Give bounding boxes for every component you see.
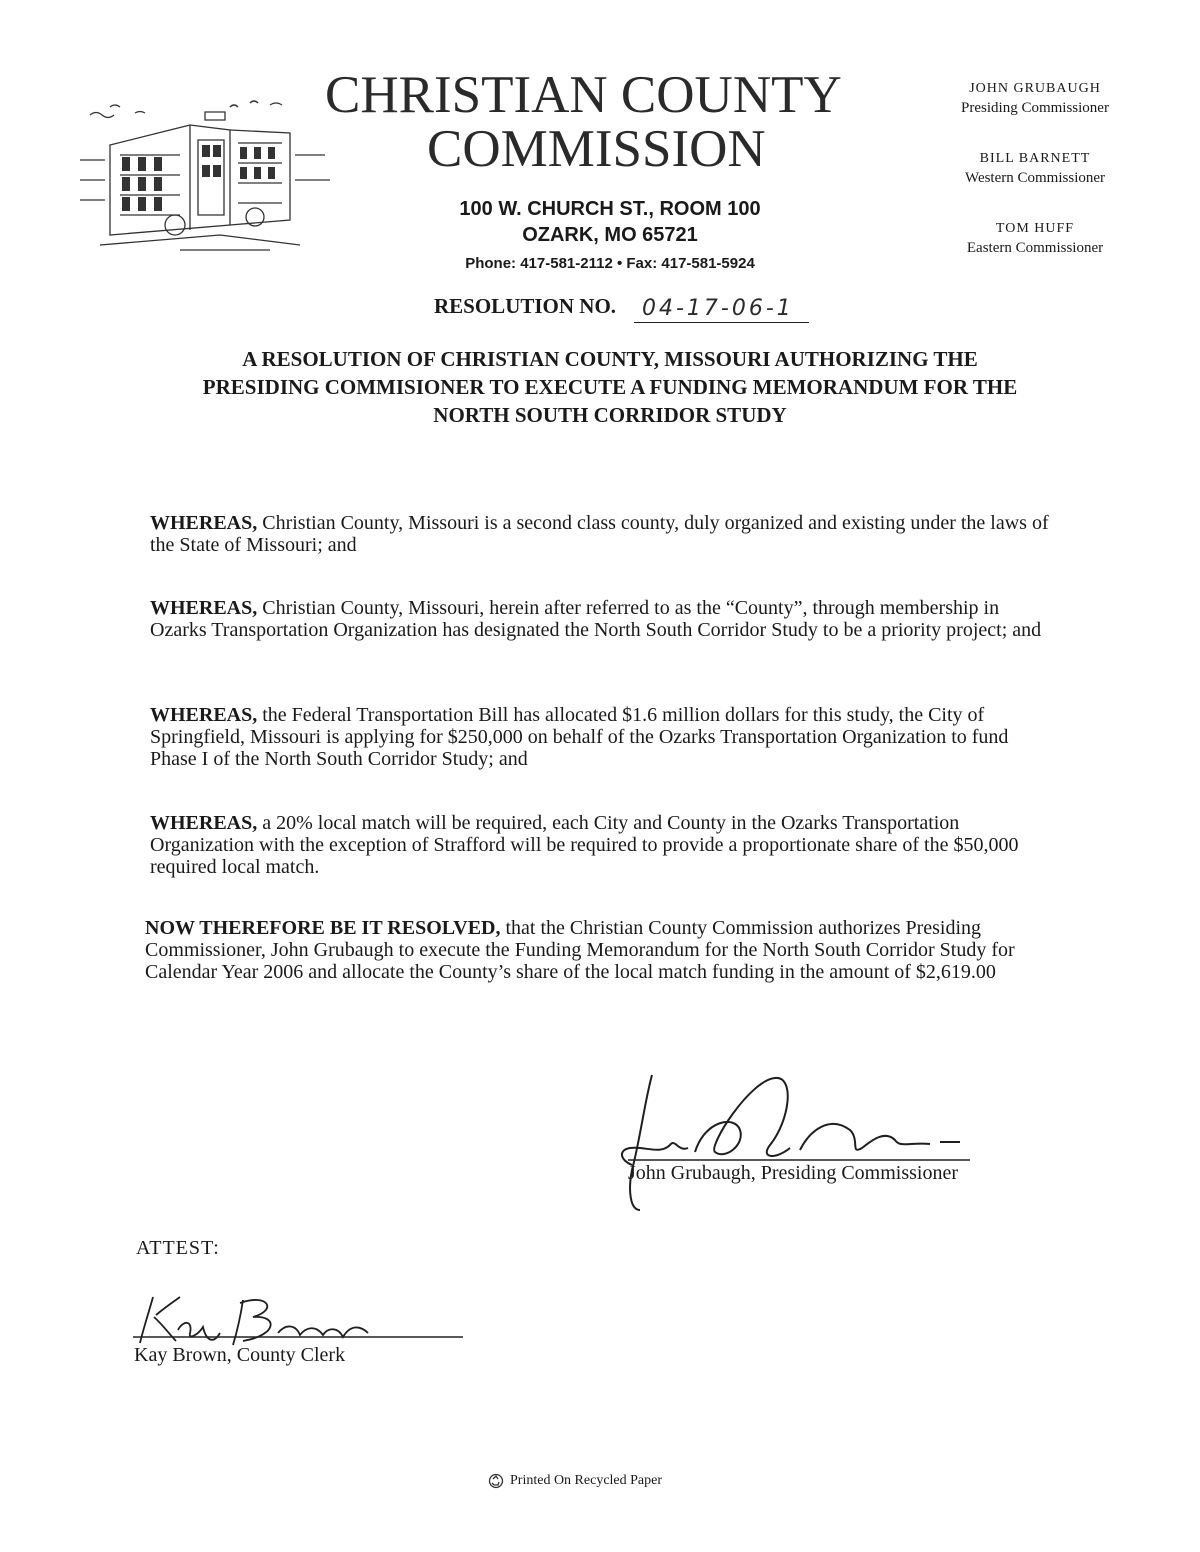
commissioner-1	[940, 80, 1130, 118]
title-line-2: COMMISSION	[427, 120, 766, 178]
commissioner-3	[940, 220, 1130, 258]
paragraph-lead: NOW THEREFORE BE IT RESOLVED,	[145, 917, 501, 939]
presiding-commissioner-label: John Grubaugh, Presiding Commissioner	[628, 1162, 958, 1184]
whereas-paragraph-3	[150, 704, 1050, 770]
title-line-1: CHRISTIAN COUNTY	[325, 66, 842, 124]
footer-text: Printed On Recycled Paper	[510, 1473, 663, 1488]
resolved-paragraph	[145, 917, 1045, 983]
presiding-commissioner-signature	[600, 1060, 980, 1230]
courthouse-logo	[80, 85, 350, 255]
commission-title	[325, 68, 925, 176]
commissioner-2	[940, 150, 1130, 188]
contact-line: Phone: 417-581-2112 • Fax: 417-581-5924	[465, 255, 755, 272]
title-line: PRESIDING COMMISIONER TO EXECUTE A FUNDING MEMORANDUM FOR THE	[202, 375, 1018, 399]
whereas-paragraph-4	[150, 812, 1050, 878]
recycle-icon	[488, 1473, 504, 1489]
commissioner-name: BILL BARNETT	[979, 151, 1091, 166]
footer	[488, 1473, 662, 1489]
commissioner-name: TOM HUFF	[995, 221, 1075, 236]
paragraph-lead: WHEREAS,	[150, 597, 258, 619]
county-clerk-label: Kay Brown, County Clerk	[134, 1344, 346, 1366]
resolution-label: RESOLUTION NO.	[434, 294, 617, 318]
paragraph-text: Christian County, Missouri is a second class county, duly organized and existing under the laws of the State of Missouri; and	[150, 512, 1049, 556]
whereas-paragraph-2	[150, 597, 1050, 641]
attest-label: ATTEST:	[136, 1237, 220, 1259]
paragraph-lead: WHEREAS,	[150, 812, 258, 834]
paragraph-lead: WHEREAS,	[150, 512, 258, 534]
title-line: NORTH SOUTH CORRIDOR STUDY	[433, 403, 787, 427]
paragraph-text: Christian County, Missouri, herein after referred to as the “County”, through membership in Ozarks Transportation Organization has designated the North South Corridor Study to be a priority project; and	[150, 597, 1042, 641]
paragraph-text: the Federal Transportation Bill has allocated $1.6 million dollars for this study, the City of Springfield, Missouri is applying for $250,000 on behalf of the Ozarks Transportation Organization to fund Phase I of the North South Corridor Study; and	[150, 704, 1009, 770]
commissioner-title: Eastern Commissioner	[966, 240, 1104, 256]
address-line-1: 100 W. CHURCH ST., ROOM 100	[459, 198, 761, 220]
address-block	[420, 196, 800, 276]
title-line: A RESOLUTION OF CHRISTIAN COUNTY, MISSOURI AUTHORIZING THE	[242, 347, 978, 371]
paragraph-text: a 20% local match will be required, each City and County in the Ozarks Transportation Organization with the exception of Strafford will be required to provide a proportionate share of the $50,000 required local match.	[150, 812, 1019, 878]
commissioner-name: JOHN GRUBAUGH	[969, 81, 1101, 96]
resolution-title	[150, 345, 1070, 429]
whereas-paragraph-1	[150, 512, 1050, 556]
paragraph-lead: WHEREAS,	[150, 704, 258, 726]
paragraph-text: that the Christian County Commission authorizes Presiding Commissioner, John Grubaugh to execute the Funding Memorandum for the North South Corridor Study for Calendar Year 2006 and allocate the County’s share of the local match funding in the amount of $2,619.00	[145, 917, 1015, 983]
commissioner-title: Presiding Commissioner	[961, 100, 1109, 116]
resolution-number: 04-17-06-1	[642, 296, 794, 321]
commissioner-title: Western Commissioner	[964, 170, 1106, 186]
address-line-2: OZARK, MO 65721	[522, 224, 698, 246]
